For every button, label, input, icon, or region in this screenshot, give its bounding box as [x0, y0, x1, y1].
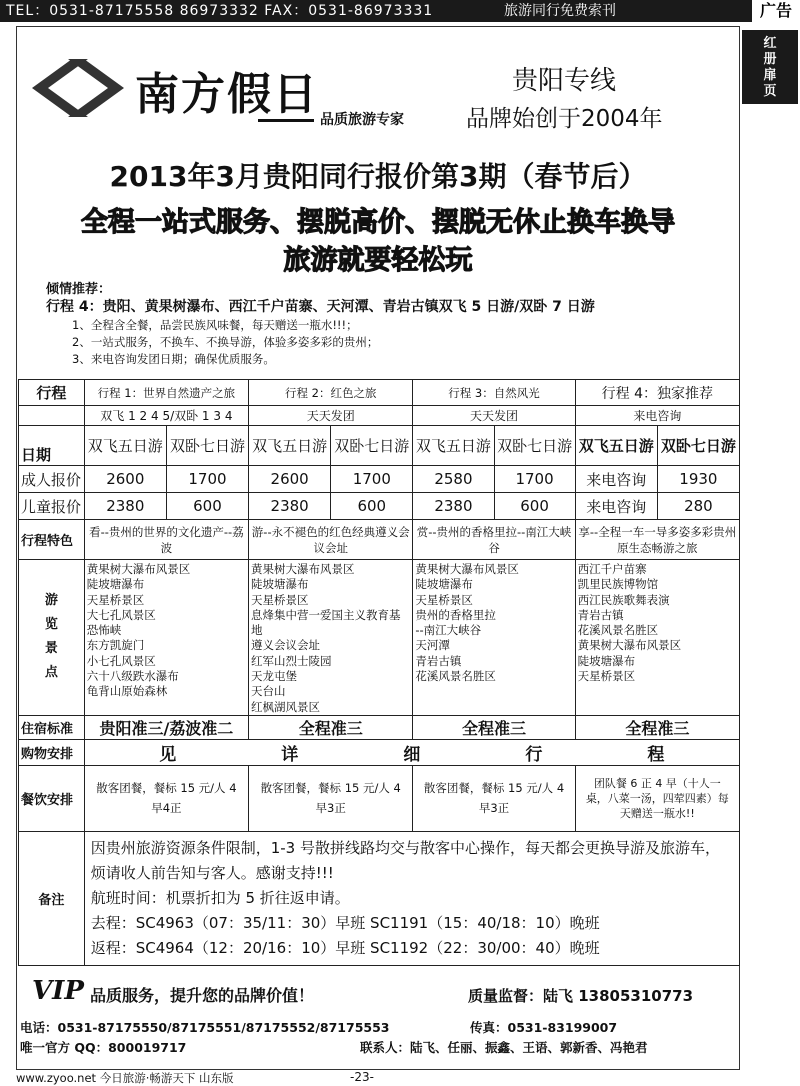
route-feature: 赏--贵州的香格里拉--南江大峡谷	[413, 520, 575, 560]
shopping-char: 详	[281, 744, 299, 765]
shopping-arrangement	[84, 739, 739, 765]
sight-item: 天星桥景区	[415, 592, 473, 607]
sight-item: 黄果树大瀑布风景区	[86, 562, 191, 576]
sight-item: 小七孔风景区	[86, 653, 156, 668]
sights-label-text	[21, 589, 82, 685]
trip-option: 双飞五日游	[84, 426, 166, 466]
meal-plan: 散客团餐，餐标 15 元/人 4早3正	[249, 765, 413, 831]
route-name: 行程 1：世界自然遗产之旅	[84, 380, 248, 406]
vertical-char: 页	[763, 84, 777, 99]
vip-slogan: 品质服务，提升您的品牌价值！	[90, 986, 315, 1005]
page-number: -23-	[350, 1070, 374, 1084]
remark-line: 因贵州旅游资源条件限制，1-3 号散拼线路均交与散客中心操作，每天都会更换导游及旅游车，烦请收人前告知与客人。感谢支持!!!	[90, 838, 720, 882]
sight-item: 贵州的香格里拉	[415, 607, 496, 622]
side-tab-text	[742, 36, 798, 100]
child-price: 600	[494, 493, 575, 520]
vertical-char: 红	[763, 36, 777, 51]
sights-list	[413, 560, 575, 716]
sights-list	[575, 560, 739, 716]
recommend-note: 3、来电咨询发团日期；确保优质服务。	[72, 352, 275, 366]
adult-price: 1930	[657, 466, 739, 493]
child-price: 280	[657, 493, 739, 520]
row-label-itinerary: 行程	[19, 380, 85, 406]
child-price: 600	[331, 493, 413, 520]
sight-item: --南江大峡谷	[415, 623, 482, 638]
row-label-feature: 行程特色	[19, 520, 85, 560]
sight-item: 红枫湖风景区	[251, 699, 321, 714]
brand-name: 南方假日	[135, 69, 319, 120]
sight-item: 花溪风景名胜区	[415, 669, 496, 684]
sight-item: 花溪风景名胜区	[577, 623, 659, 638]
vip-logo: VIP	[32, 976, 84, 1006]
slogan-line-1: 全程一站式服务、摆脱高价、摆脱无休止换车换导	[81, 207, 675, 238]
blank-cell	[19, 406, 85, 426]
row-label-remarks: 备注	[19, 831, 85, 965]
adult-price: 1700	[494, 466, 575, 493]
contact-persons: 联系人：陆飞、任丽、振鑫、王语、郭新香、冯艳君	[360, 1040, 648, 1055]
sight-item: 西江民族歌舞表演	[577, 592, 670, 607]
recommend-note: 1、全程含全餐，品尝民族风味餐，每天赠送一瓶水!!!；	[72, 318, 358, 332]
fax-number: 传真：0531-83199007	[470, 1020, 618, 1035]
line-name: 贵阳专线	[512, 66, 617, 96]
row-label-meals: 餐饮安排	[19, 765, 85, 831]
trip-option: 双飞五日游	[249, 426, 331, 466]
route-name: 行程 2：红色之旅	[249, 380, 413, 406]
sight-item: 天河潭	[415, 638, 450, 653]
sight-item: 黄果树大瀑布风景区	[577, 638, 682, 653]
trip-option: 双卧七日游	[657, 426, 739, 466]
row-label-child: 儿童报价	[19, 493, 85, 520]
sight-item: 凯里民族博物馆	[577, 577, 659, 592]
trip-option: 双飞五日游	[575, 426, 657, 466]
sight-item: 遵义会议会址	[251, 638, 321, 653]
shopping-char: 行	[525, 744, 543, 765]
hotel-standard: 全程准三	[249, 715, 413, 739]
sight-item: 陡坡塘瀑布	[251, 577, 309, 592]
meal-plan: 散客团餐，餐标 15 元/人 4早3正	[413, 765, 575, 831]
top-slogan: 旅游同行免费索刊	[504, 3, 616, 19]
row-label-hotel: 住宿标准	[19, 715, 85, 739]
sight-item: 青岩古镇	[415, 653, 462, 668]
adult-price: 2600	[84, 466, 166, 493]
adult-price: 2600	[249, 466, 331, 493]
ad-label: 广告	[752, 0, 800, 22]
hotel-standard: 贵阳准三/荔波准二	[84, 715, 248, 739]
vertical-char: 册	[763, 52, 777, 67]
hotel-standard: 全程准三	[575, 715, 739, 739]
top-contact: TEL：0531-87175558 86973332 FAX：0531-86973331	[6, 3, 434, 19]
sights-list	[249, 560, 413, 716]
brand-since: 品牌始创于2004年	[466, 106, 663, 132]
sight-item: 天台山	[251, 684, 286, 699]
route-schedule: 双飞 1 2 4 5/双卧 1 3 4	[84, 406, 248, 426]
top-bar	[0, 0, 800, 22]
shopping-char: 程	[647, 744, 665, 765]
phone-numbers: 电话：0531-87175550/87175551/87175552/87175553	[20, 1020, 390, 1035]
remarks-block	[84, 831, 739, 965]
sight-item: 西江千户苗寨	[577, 562, 647, 576]
adult-price: 1700	[331, 466, 413, 493]
sight-item: 大七孔风景区	[86, 607, 156, 622]
vertical-char: 景	[44, 641, 58, 657]
route-name: 行程 3：自然风光	[413, 380, 575, 406]
vertical-char: 扉	[763, 68, 777, 83]
official-qq: 唯一官方 QQ：800019717	[20, 1040, 187, 1055]
shopping-char: 见	[159, 744, 177, 765]
remark-line: 航班时间：机票折扣为 5 折往返申请。	[90, 888, 350, 907]
row-label-shopping: 购物安排	[19, 739, 85, 765]
sight-item: 天星桥景区	[577, 669, 636, 684]
row-label-date: 日期	[19, 426, 85, 466]
trip-option: 双卧七日游	[166, 426, 248, 466]
vertical-char: 游	[44, 593, 58, 609]
side-tab	[742, 30, 798, 104]
sight-item: 息烽集中营一爱国主义教育基地	[251, 607, 401, 638]
vertical-char: 览	[44, 617, 58, 633]
sight-item: 天星桥景区	[86, 592, 145, 607]
hotel-standard: 全程准三	[413, 715, 575, 739]
child-price: 2380	[413, 493, 494, 520]
vertical-char: 点	[44, 665, 58, 681]
trip-option: 双飞五日游	[413, 426, 494, 466]
sight-item: 黄果树大瀑布风景区	[251, 562, 355, 576]
route-name: 行程 4：独家推荐	[575, 380, 739, 406]
child-price: 600	[166, 493, 248, 520]
route-feature: 游--永不褪色的红色经典遵义会议会址	[249, 520, 413, 560]
brand-tagline: 品质旅游专家	[258, 109, 404, 129]
meal-plan: 散客团餐，餐标 15 元/人 4早4正	[84, 765, 248, 831]
sight-item: 陡坡塘瀑布	[415, 577, 473, 592]
route-feature: 享--全程一车一导多姿多彩贵州原生态畅游之旅	[575, 520, 739, 560]
quality-supervisor: 质量监督：陆飞 13805310773	[468, 987, 694, 1005]
row-label-sights	[19, 560, 85, 716]
child-price: 2380	[249, 493, 331, 520]
meal-plan: 团队餐 6 正 4 早（十人一桌，八菜一汤，四荤四素）每天赠送一瓶水!!	[575, 765, 739, 831]
page-title: 2013年3月贵阳同行报价第3期（春节后）	[109, 160, 647, 193]
row-label-adult: 成人报价	[19, 466, 85, 493]
route-feature: 看--贵州的世界的文化遗产--荔波	[84, 520, 248, 560]
route-schedule: 天天发团	[413, 406, 575, 426]
remark-line: 去程：SC4963（07：35/11：30）早班 SC1191（15：40/18：10）晚班	[90, 913, 600, 932]
sight-item: 东方凯旋门	[86, 638, 145, 653]
sight-item: 陡坡塘瀑布	[577, 653, 636, 668]
sight-item: 龟背山原始森林	[86, 684, 168, 699]
recommend-route: 行程 4：贵阳、黄果树瀑布、西江千户苗寨、天河潭、青岩古镇双飞 5 日游/双卧 7 日游	[46, 299, 595, 315]
price-table	[18, 379, 740, 966]
sight-item: 红军山烈士陵园	[251, 653, 332, 668]
route-schedule: 天天发团	[249, 406, 413, 426]
recommend-note: 2、一站式服务，不换车、不换导游，体验多姿多彩的贵州；	[72, 335, 379, 349]
remark-line: 返程：SC4964（12：20/16：10）早班 SC1192（22：30/00：40）晚班	[90, 938, 600, 957]
site-footer: www.zyoo.net 今日旅游·畅游天下 山东版	[16, 1071, 234, 1085]
sights-list	[84, 560, 248, 716]
sight-item: 黄果树大瀑布风景区	[415, 562, 519, 576]
sight-item: 六十八级跌水瀑布	[86, 669, 179, 684]
sight-item: 天龙屯堡	[251, 669, 298, 684]
child-price: 2380	[84, 493, 166, 520]
adult-price: 1700	[166, 466, 248, 493]
sight-item: 青岩古镇	[577, 607, 624, 622]
sight-item: 陡坡塘瀑布	[86, 577, 145, 592]
adult-price: 来电咨询	[575, 466, 657, 493]
shopping-char: 细	[403, 744, 421, 765]
recommend-label: 倾情推荐：	[46, 282, 112, 297]
sight-item: 恐怖峡	[86, 623, 122, 638]
sight-item: 天星桥景区	[251, 592, 309, 607]
trip-option: 双卧七日游	[331, 426, 413, 466]
route-schedule: 来电咨询	[575, 406, 739, 426]
trip-option: 双卧七日游	[494, 426, 575, 466]
adult-price: 2580	[413, 466, 494, 493]
child-price: 来电咨询	[575, 493, 657, 520]
brand-logo-icon	[30, 57, 126, 119]
slogan-line-2: 旅游就要轻松玩	[283, 245, 473, 276]
